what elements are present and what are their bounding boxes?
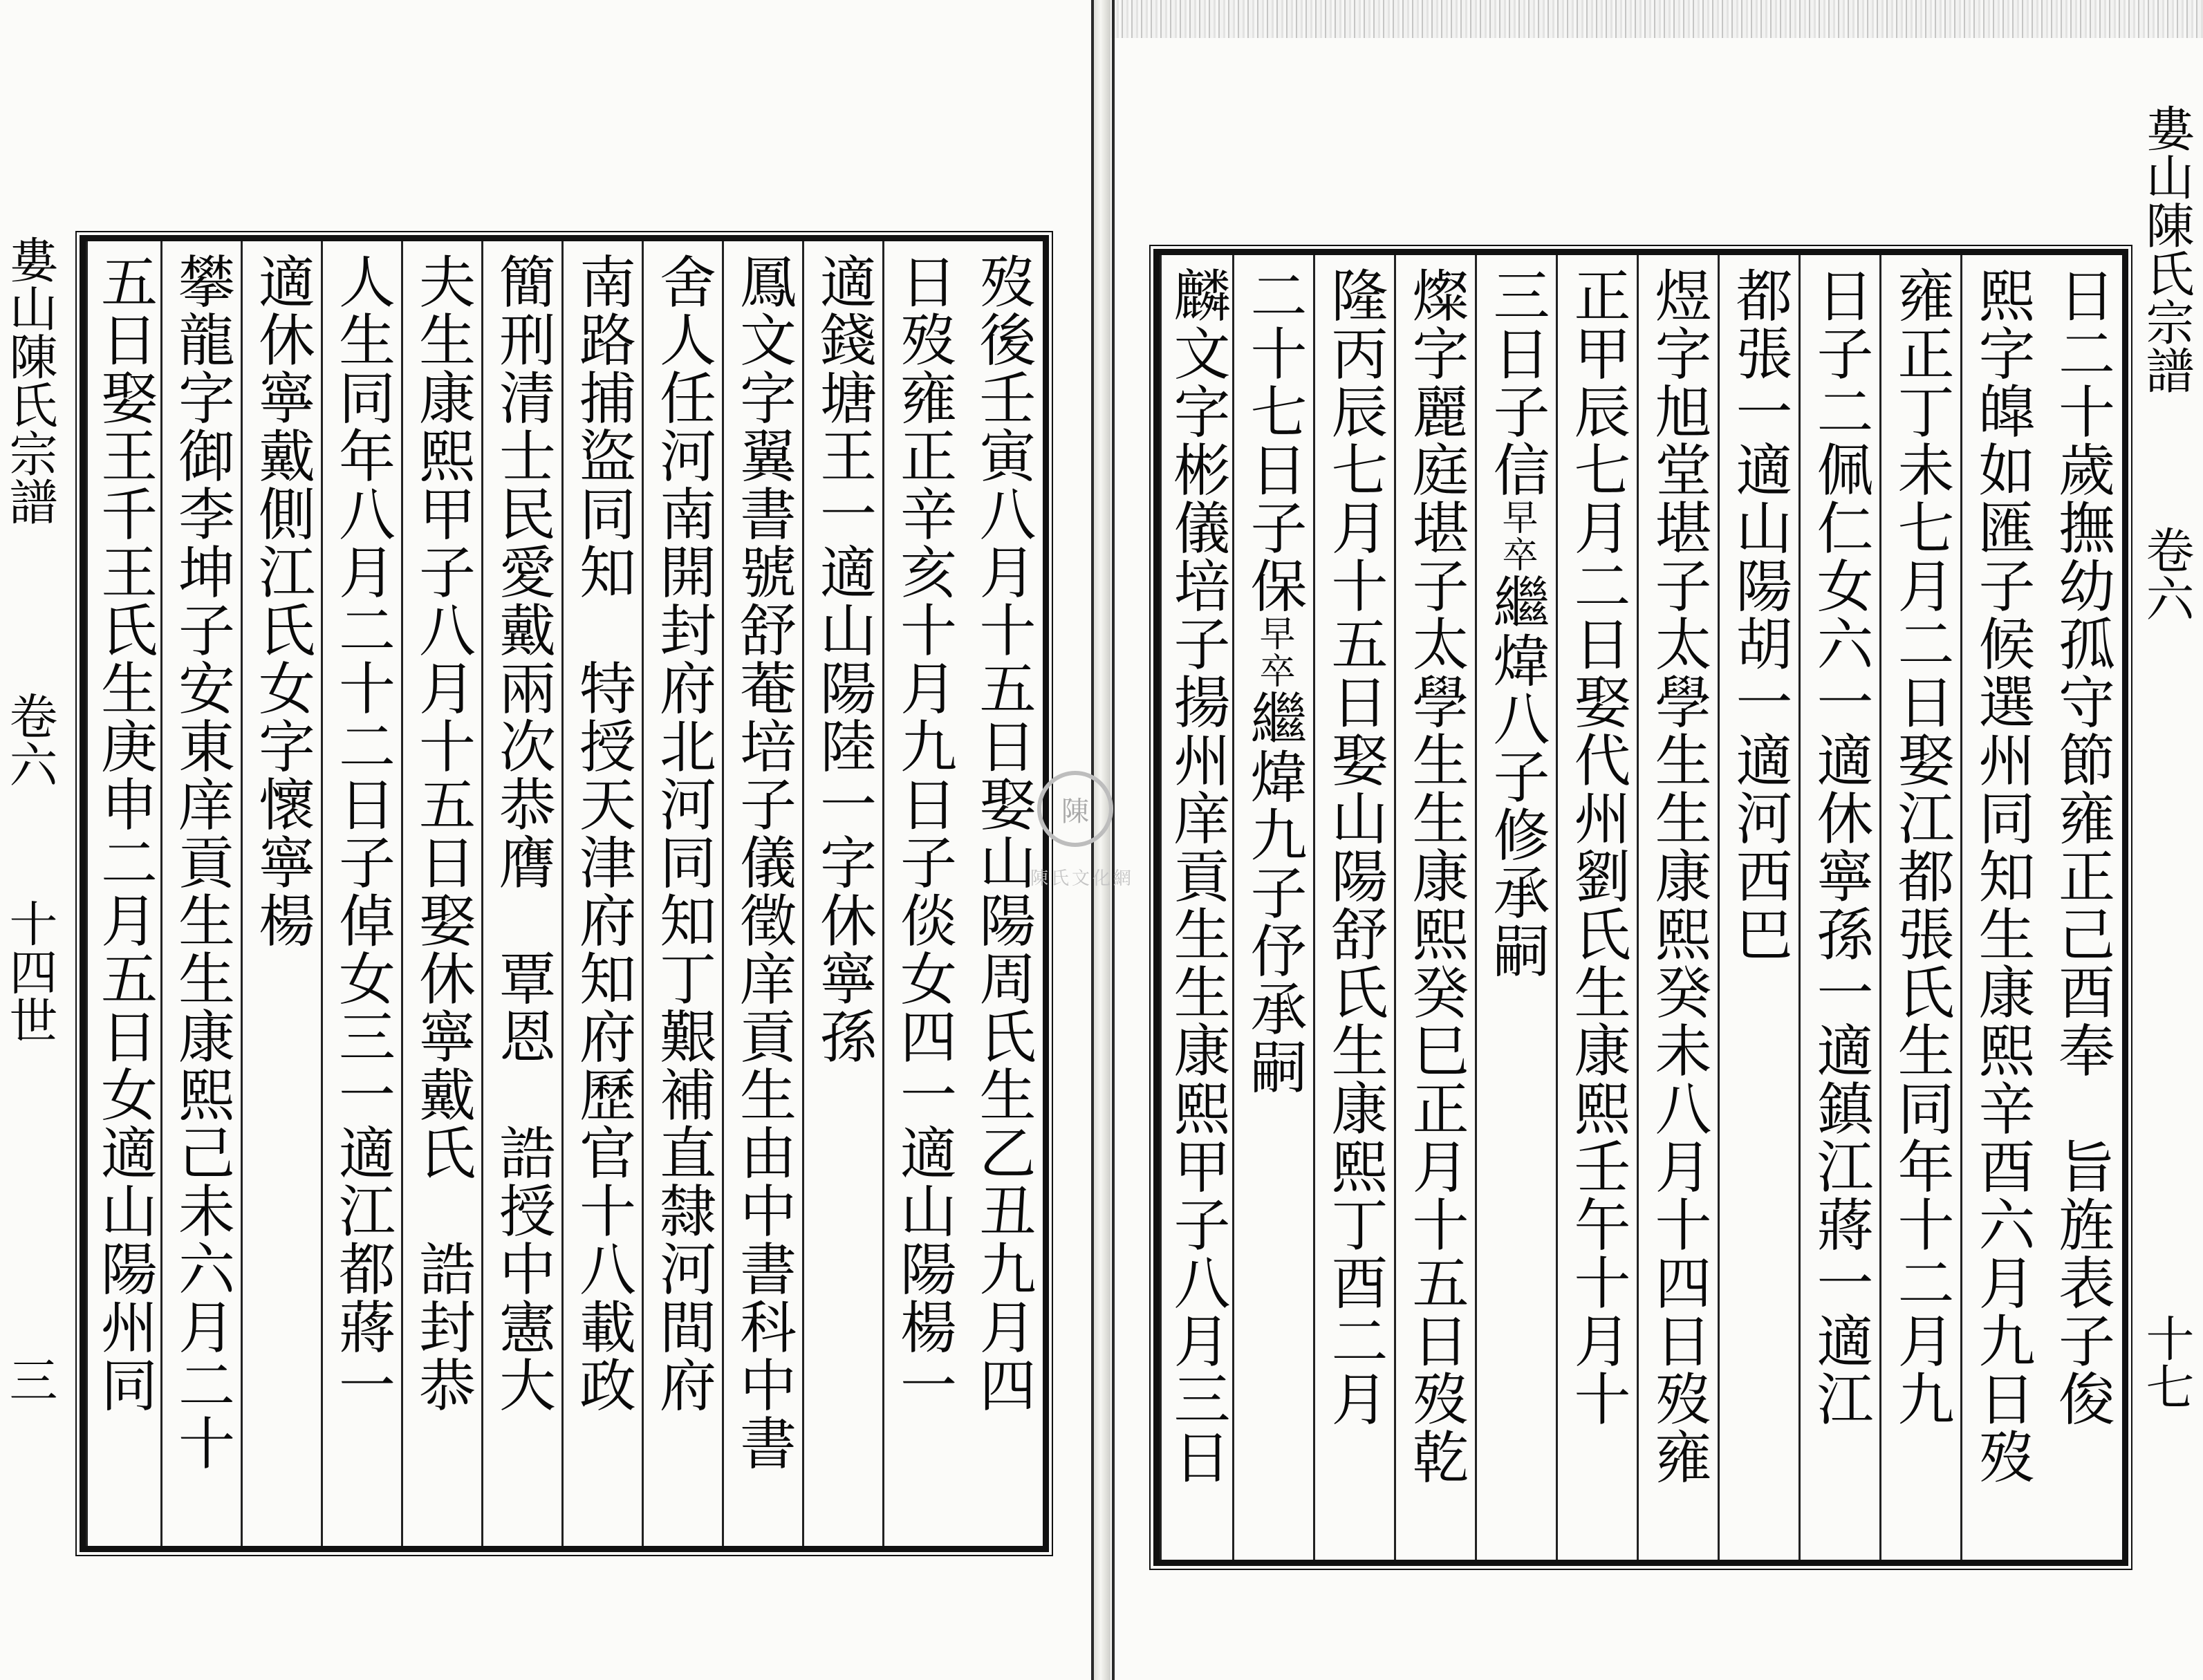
column-text: 燦字麗庭堪子太學生生康熙癸巳正月十五日歿乾 (1403, 266, 1469, 1486)
column-text: 舍人任河南開封府北河同知丁艱補直隸河間府 (650, 252, 716, 1414)
column-text: 適休寧戴側江氏女字懷寧楊 (249, 252, 315, 949)
column-text: 日子二佩仁女六一適休寧孫一適鎮江蔣一適江 (1807, 266, 1873, 1428)
text-column (86, 241, 160, 1546)
header-scan-band (1107, 0, 2203, 38)
column-text: 南路捕盜同知 特授天津府知府歷官十八載政 (570, 252, 636, 1414)
text-column (401, 241, 481, 1546)
watermark: 陳氏文化網 (1030, 868, 1135, 889)
text-column (1160, 255, 1232, 1560)
column-text-main: 三日子信 (1484, 266, 1550, 498)
column-annotation: 早卒 (1496, 498, 1537, 573)
text-column (1394, 255, 1475, 1560)
column-text: 隆丙辰七月十五日娶山陽舒氏生康熙丁酉二月 (1322, 266, 1388, 1428)
text-column (1232, 255, 1313, 1560)
right-margin-title: 婁山陳氏宗譜 (2138, 104, 2195, 394)
text-column (1718, 255, 1798, 1560)
text-column (321, 241, 401, 1546)
text-column (722, 241, 802, 1546)
seal-text: 陳 (1061, 795, 1089, 828)
left-text-panel (80, 235, 1049, 1552)
text-column (882, 241, 963, 1546)
column-text: 攀龍字御李坤子安東庠貢生生康熙己未六月二十 (169, 252, 235, 1472)
text-column (642, 241, 722, 1546)
column-text: 煜字旭堂堪子太學生生康熙癸未八月十四日歿雍 (1646, 266, 1711, 1486)
column-annotation: 早卒 (1253, 615, 1294, 689)
left-margin-title: 婁山陳氏宗譜 (1, 235, 58, 525)
text-column (1960, 255, 2041, 1560)
text-column (1556, 255, 1637, 1560)
column-text: 簡刑清士民愛戴兩次恭膺 覃恩 誥授中憲大 (490, 252, 556, 1414)
column-text: 鳳文字翼書號舒菴培子儀徵庠貢生由中書科中書 (730, 252, 797, 1472)
column-text: 日二十歲撫幼孤守節雍正己酉奉 旨旌表子俊 (2049, 266, 2115, 1428)
column-text (1484, 266, 1550, 1560)
column-text: 歿後壬寅八月十五日娶山陽周氏生乙丑九月四 (970, 252, 1036, 1414)
text-column (241, 241, 321, 1546)
column-text: 人生同年八月二十二日子倬女三一適江都蔣一 (329, 252, 396, 1414)
right-text-panel (1153, 249, 2128, 1566)
text-column (160, 241, 241, 1546)
seal-stamp (1037, 771, 1113, 847)
column-text-rest: 繼煒九子伃承嗣 (1241, 689, 1307, 1096)
column-text (1241, 266, 1307, 1560)
text-column (1798, 255, 1879, 1560)
column-text: 雍正丁未七月二日娶江都張氏生同年十二月九 (1888, 266, 1954, 1428)
text-column (481, 241, 561, 1546)
text-column (1475, 255, 1556, 1560)
column-text: 日歿雍正辛亥十月九日子倓女四一適山陽楊一 (891, 252, 957, 1414)
column-text: 正甲辰七月二日娶代州劉氏生康熙壬午十月十 (1565, 266, 1630, 1428)
text-column (1313, 255, 1394, 1560)
column-text-rest: 繼煒八子修承嗣 (1484, 573, 1550, 980)
right-margin-volume: 卷六 (2138, 525, 2195, 622)
column-text-main: 二十七日子保 (1241, 266, 1307, 615)
text-column (802, 241, 882, 1546)
right-page-number: 十七 (2138, 1314, 2195, 1410)
text-column (1637, 255, 1718, 1560)
column-text: 五日娶王千王氏生庚申二月五日女適山陽州同 (91, 252, 158, 1414)
column-text: 適錢塘王一適山陽陸一字休寧孫 (810, 252, 877, 1065)
column-text: 麟文字彬儀培子揚州庠貢生生康熙甲子八月三日 (1164, 266, 1230, 1486)
column-text: 夫生康熙甲子八月十五日娶休寧戴氏 誥封恭 (409, 252, 476, 1414)
left-margin-volume: 卷六 (1, 691, 58, 788)
left-margin-generation: 十四世 (1, 899, 58, 1044)
left-page-number: 三 (1, 1355, 58, 1403)
text-column (963, 241, 1043, 1546)
text-column (1879, 255, 1960, 1560)
text-column (2041, 255, 2122, 1560)
column-text: 熙字皥如匯子候選州同知生康熙辛酉六月九日歿 (1969, 266, 2035, 1486)
spine-edge-right (1112, 0, 1115, 1680)
text-column (561, 241, 642, 1546)
column-text: 都張一適山陽胡一適河西巴 (1727, 266, 1792, 963)
